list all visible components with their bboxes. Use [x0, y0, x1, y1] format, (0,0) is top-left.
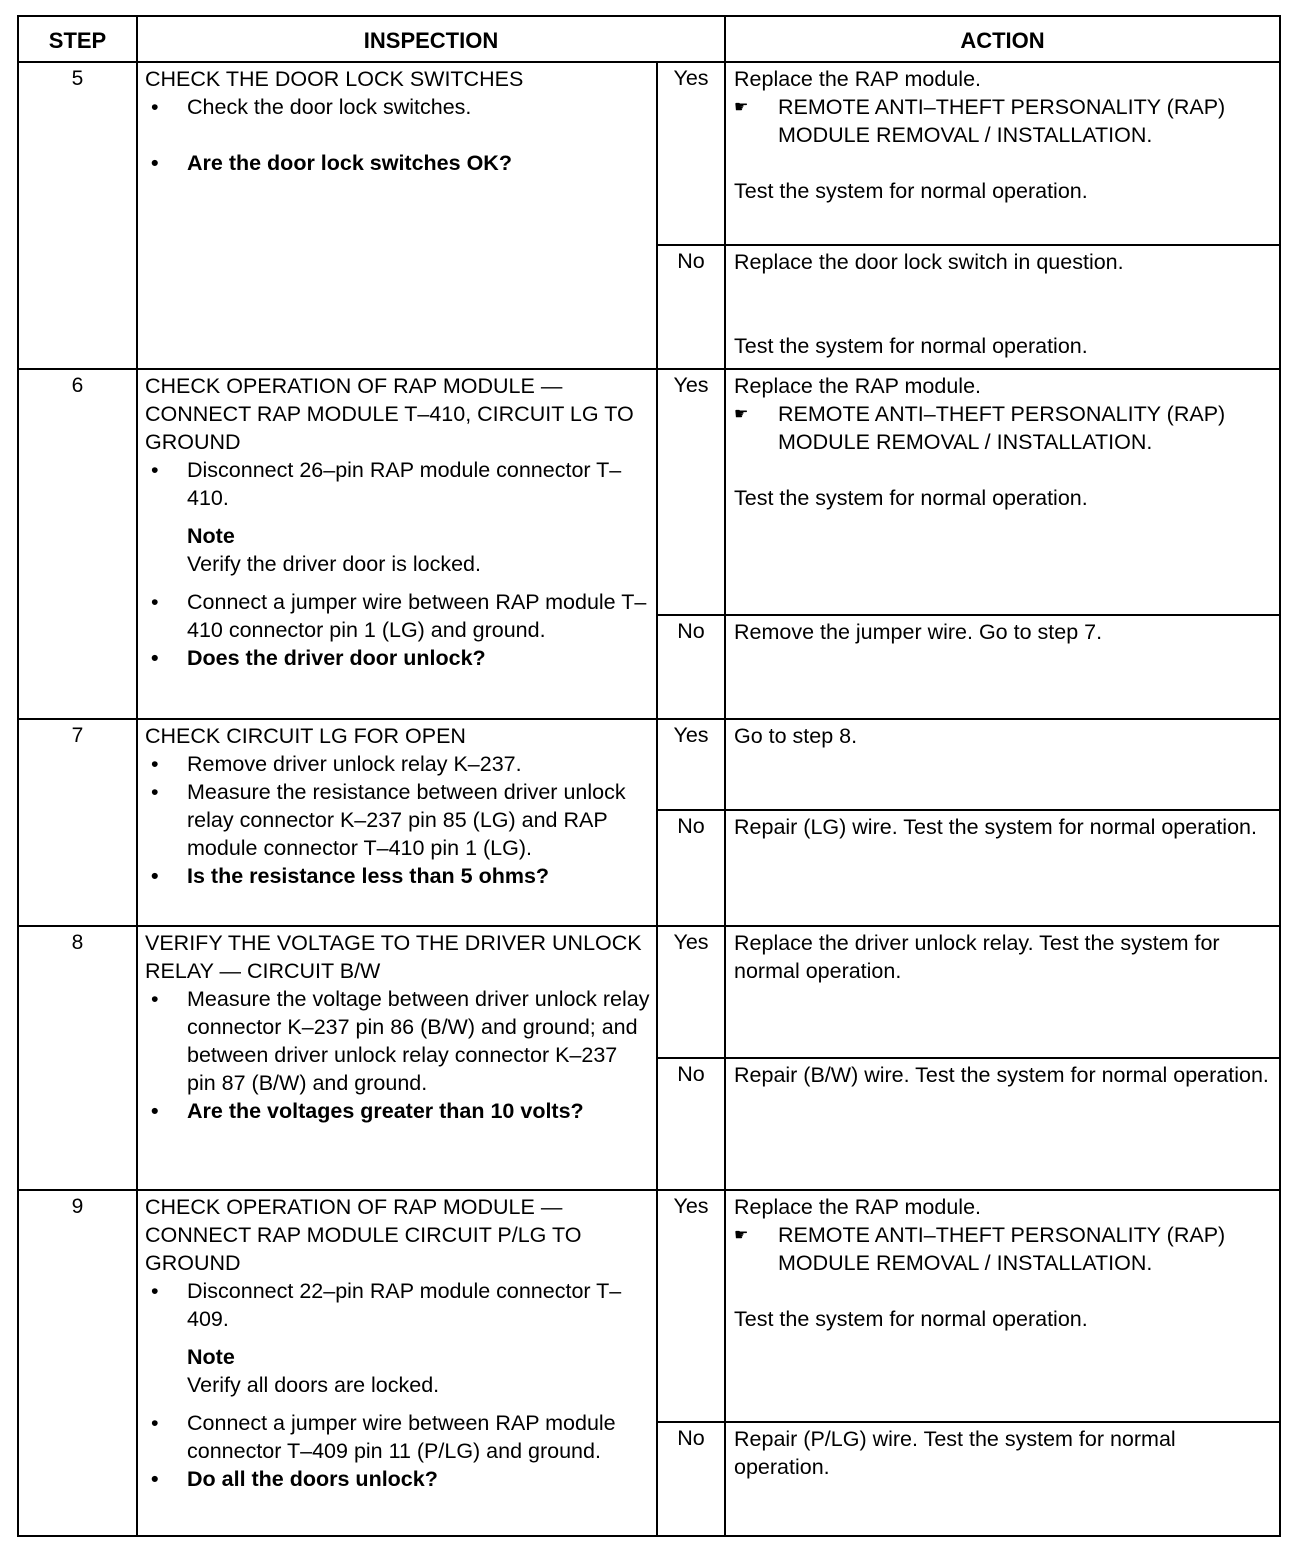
inspection-question: • Are the door lock switches OK? [145, 149, 650, 177]
step-5-no-action [725, 245, 1280, 369]
answer-yes: Yes [657, 369, 725, 615]
answer-no: No [657, 615, 725, 719]
step-9-yes-row [18, 1190, 1280, 1422]
step-8-inspection [137, 926, 657, 1190]
action-text: Replace the RAP module. [734, 374, 981, 398]
step-8-yes-row [18, 926, 1280, 1058]
action-text: Repair (LG) wire. Test the system for normal operation. [734, 815, 1257, 839]
step-number: 8 [18, 926, 137, 1190]
header-inspection: INSPECTION [137, 16, 725, 62]
inspection-question: • Does the driver door unlock? [145, 644, 650, 672]
answer-yes: Yes [657, 719, 725, 810]
inspection-bullet: • Remove driver unlock relay K–237. [145, 750, 650, 778]
step-9-no-action [725, 1422, 1280, 1536]
step-6-inspection [137, 369, 657, 719]
diagnostic-table [17, 15, 1281, 1537]
action-text: Repair (B/W) wire. Test the system for normal operation. [734, 1063, 1269, 1087]
step-7-no-action [725, 810, 1280, 926]
step-title: CHECK OPERATION OF RAP MODULE — CONNECT RAP MODULE CIRCUIT P/LG TO GROUND [145, 1195, 582, 1275]
step-number: 7 [18, 719, 137, 926]
note-box [145, 1343, 650, 1399]
inspection-bullet: • Measure the resistance between driver unlock relay connector K–237 pin 85 (LG) and RAP module connector T–410 pin 1 (LG). [145, 778, 650, 862]
answer-yes: Yes [657, 1190, 725, 1422]
step-6-yes-action [725, 369, 1280, 615]
action-text: Test the system for normal operation. [734, 1307, 1088, 1331]
reference-text: REMOTE ANTI–THEFT PERSONALITY (RAP) MODULE REMOVAL / INSTALLATION. [778, 1223, 1226, 1275]
action-text: Replace the driver unlock relay. Test the system for normal operation. [734, 931, 1220, 983]
step-5-yes-row [18, 62, 1280, 245]
action-text: Test the system for normal operation. [734, 486, 1088, 510]
step-9-inspection [137, 1190, 657, 1536]
reference-link [734, 1221, 1271, 1277]
hand-pointer-icon: ☛ [734, 99, 749, 116]
answer-no: No [657, 810, 725, 926]
action-text: Remove the jumper wire. Go to step 7. [734, 620, 1103, 644]
action-text: Go to step 8. [734, 724, 858, 748]
note-label: Note [187, 524, 235, 548]
diagnostic-table-page [17, 15, 1279, 1535]
hand-pointer-icon: ☛ [734, 406, 749, 423]
inspection-question: • Is the resistance less than 5 ohms? [145, 862, 650, 890]
reference-text: REMOTE ANTI–THEFT PERSONALITY (RAP) MODULE REMOVAL / INSTALLATION. [778, 402, 1226, 454]
answer-no: No [657, 1058, 725, 1190]
answer-no: No [657, 1422, 725, 1536]
step-7-inspection [137, 719, 657, 926]
inspection-bullet: • Check the door lock switches. [145, 93, 650, 121]
step-number: 6 [18, 369, 137, 719]
inspection-bullet: • Disconnect 26–pin RAP module connector T–410. [145, 456, 650, 512]
step-title: CHECK THE DOOR LOCK SWITCHES [145, 67, 524, 91]
inspection-question: • Do all the doors unlock? [145, 1465, 650, 1493]
note-text: Verify all doors are locked. [187, 1373, 440, 1397]
inspection-bullet: • Connect a jumper wire between RAP module connector T–409 pin 11 (P/LG) and ground. [145, 1409, 650, 1465]
action-text: Test the system for normal operation. [734, 179, 1088, 203]
step-9-yes-action [725, 1190, 1280, 1422]
note-label: Note [187, 1345, 235, 1369]
step-5-yes-action [725, 62, 1280, 245]
step-number: 9 [18, 1190, 137, 1536]
header-action: ACTION [725, 16, 1280, 62]
inspection-question: • Are the voltages greater than 10 volts? [145, 1097, 650, 1125]
header-row [18, 16, 1280, 62]
reference-link [734, 400, 1271, 456]
answer-yes: Yes [657, 926, 725, 1058]
step-number: 5 [18, 62, 137, 369]
action-text: Replace the door lock switch in question. [734, 250, 1124, 274]
step-8-no-action [725, 1058, 1280, 1190]
answer-no: No [657, 245, 725, 369]
step-title: CHECK OPERATION OF RAP MODULE — CONNECT RAP MODULE T–410, CIRCUIT LG TO GROUND [145, 374, 634, 454]
step-title: VERIFY THE VOLTAGE TO THE DRIVER UNLOCK RELAY — CIRCUIT B/W [145, 931, 642, 983]
answer-yes: Yes [657, 62, 725, 245]
inspection-bullet: • Measure the voltage between driver unlock relay connector K–237 pin 86 (B/W) and ground; and between driver unlock relay connector K–237 pin 87 (B/W) and ground. [145, 985, 650, 1097]
step-6-yes-row [18, 369, 1280, 615]
action-text: Replace the RAP module. [734, 1195, 981, 1219]
step-7-yes-action [725, 719, 1280, 810]
action-text: Repair (P/LG) wire. Test the system for normal operation. [734, 1427, 1176, 1479]
header-step: STEP [18, 16, 137, 62]
reference-link [734, 93, 1271, 149]
step-6-no-action [725, 615, 1280, 719]
step-title: CHECK CIRCUIT LG FOR OPEN [145, 724, 466, 748]
step-5-inspection [137, 62, 657, 369]
inspection-bullet: • Disconnect 22–pin RAP module connector T–409. [145, 1277, 650, 1333]
step-7-yes-row [18, 719, 1280, 810]
step-8-yes-action [725, 926, 1280, 1058]
hand-pointer-icon: ☛ [734, 1227, 749, 1244]
action-text: Test the system for normal operation. [734, 334, 1088, 358]
action-text: Replace the RAP module. [734, 67, 981, 91]
note-text: Verify the driver door is locked. [187, 552, 481, 576]
note-box [145, 522, 650, 578]
reference-text: REMOTE ANTI–THEFT PERSONALITY (RAP) MODULE REMOVAL / INSTALLATION. [778, 95, 1226, 147]
inspection-bullet: • Connect a jumper wire between RAP module T–410 connector pin 1 (LG) and ground. [145, 588, 650, 644]
